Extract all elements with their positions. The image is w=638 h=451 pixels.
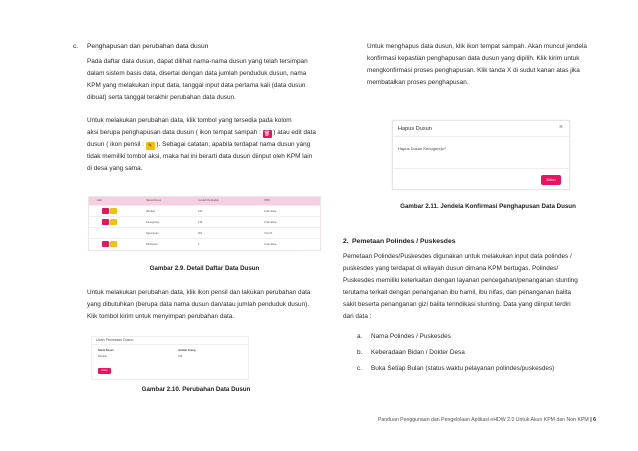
pencil-icon: ✎: [146, 142, 155, 150]
para-text: aksi berupa penghapusan data dusun ( ikon tempat sampah :: [87, 129, 261, 136]
table-row: [89, 238, 320, 249]
cell-count: 1: [198, 243, 200, 246]
edit-button[interactable]: [110, 208, 117, 214]
list-text: Nama Polindes / Puskesdes: [371, 333, 451, 340]
delete-button[interactable]: [102, 241, 109, 247]
right-para1: [367, 41, 609, 89]
modal-question: Hapus Dusun Kenogorejo?: [398, 146, 447, 151]
section2-title: Pemetaan Polindes / Puskesdes: [352, 238, 456, 245]
cell-kpm: Yuan Elisa: [264, 210, 277, 213]
trash-icon: 🗑: [263, 131, 271, 137]
cell-count: 230: [198, 210, 203, 213]
para-line: tidak memiliki tombol aksi, maka hal ini berarti data dusun diinput oleh KPM lain: [87, 153, 313, 160]
section2-number: 2.: [343, 238, 349, 245]
para-line: dari data :: [343, 313, 372, 320]
page-footer: [378, 417, 596, 423]
form-col2: Jumlah Orang: [178, 349, 196, 352]
list-item: [357, 349, 465, 356]
cell-kpm: Yeni M.: [264, 232, 273, 235]
para-line: Untuk melakukan perubahan data, klik ikon pensil dan lakukan perubahan data: [87, 289, 311, 296]
table-row: [89, 205, 320, 216]
cell-kpm: Yuan Elisa: [264, 243, 277, 246]
para-line: mengkonfirmasi proses penghapusan. Klik tanda X di sudut kanan atas jika: [367, 67, 580, 74]
edit-button[interactable]: [110, 219, 117, 225]
list-letter: a.: [357, 333, 363, 340]
close-icon[interactable]: ×: [558, 124, 563, 131]
para-line: dalam sistem basis data, disertai dengan data jumlah penduduk dusun, nama: [87, 70, 307, 77]
para-text: dusun ( ikon pensil :: [87, 141, 144, 148]
list-item: [357, 365, 555, 372]
para-line: puskesdes yang terdapat di wilayah dusun dimana KPM bertugas. Polindes/: [343, 265, 559, 272]
cell-kpm: Yuan Elisa: [264, 221, 277, 224]
cell-count: 301: [198, 232, 203, 235]
para3: [87, 287, 327, 323]
item-c-para1: [87, 56, 327, 104]
header-aksi: Aksi: [97, 199, 102, 202]
para-text: ). Sebagai catatan, apabila terdapat nama dusun yang: [156, 141, 311, 148]
hapus-dusun-modal: [392, 120, 570, 190]
header-kpm: KPM: [264, 199, 270, 202]
list-item: [357, 333, 451, 340]
table-row: [89, 216, 320, 227]
para-line: yang dibutuhkan (berupa data nama dusun dan/atau jumlah penduduk dusun).: [87, 301, 310, 308]
cell-name: Kenogorejo: [146, 221, 160, 224]
kirim-button[interactable]: Kirim: [541, 175, 561, 185]
para-line: Pemetaan Polindes/Puskesdes digunakan untuk melakukan input data polindes /: [343, 253, 572, 260]
list-letter: c.: [357, 365, 362, 372]
page-number: 6: [593, 417, 596, 423]
form-col1: Nama Dusun: [98, 349, 114, 352]
para-line: membatalkan proses penghapusan.: [367, 79, 469, 86]
table-header: [89, 197, 320, 205]
caption-2-9: Gambar 2.9. Detail Daftar Data Dusun: [149, 265, 260, 272]
para-line: dibuat) serta tanggal terakhir perubahan data dusun.: [87, 94, 236, 101]
para-line: terutama terkait dengan penanganan ibu hamil, ibu nifas, dan penanganan balita: [343, 289, 572, 296]
para-line: sakit beserta penanganan gizi balita terindikasi stunting. Data yang diinput terdiri: [343, 301, 571, 308]
delete-button[interactable]: [102, 208, 109, 214]
para-line: [87, 127, 327, 139]
delete-button[interactable]: [102, 219, 109, 225]
table-row: [89, 227, 320, 238]
item-c-title: Penghapusan dan perubahan data dusun: [87, 43, 209, 50]
list-text: Buka Setiap Bulan (status waktu pelayanan polindes/puskesdes): [371, 365, 555, 372]
para-line: Untuk menghapus data dusun, klik ikon tempat sampah. Akan muncul jendela: [367, 43, 587, 50]
para-line: KPM yang melakukan input data, tanggal input data pertama kali (data dusun: [87, 82, 306, 89]
header-jumlah: Jumlah Penduduk: [198, 199, 219, 202]
list-letter: b.: [357, 349, 363, 356]
para-line: Untuk melakukan perubahan data, klik tombol yang tersedia pada kolom: [87, 117, 292, 124]
modal-title: Hapus Dusun: [398, 126, 432, 132]
cell-name: Rendan: [146, 210, 156, 213]
dusun-table-screenshot: [88, 196, 321, 251]
cell-count: 135: [198, 221, 203, 224]
cell-name: Dlohomen: [146, 243, 158, 246]
item-c-para2: [87, 115, 327, 175]
jumlah-input[interactable]: 230: [178, 355, 183, 358]
footer-text: Panduan Penggunaan dan Pengelolaan Aplikasi eHDW 2.0 Untuk Akun KPM dan Non KPM: [377, 417, 589, 423]
cell-name: Ngumanan: [146, 232, 159, 235]
para-text: ) atau edit data: [273, 129, 316, 136]
para-line: Puskesdes memiliki keterkaitan dengan layanan pencegahan/penanganan stunting: [343, 277, 578, 284]
para-line: Pada daftar data dusun, dapat dilihat nama-nama dusun yang telah tersimpan: [87, 58, 308, 65]
para-line: konfirmasi kepastian penghapusan data dusun yang dipilih. Klik kirim untuk: [367, 55, 580, 62]
list-text: Keberadaan Bidan / Dokter Desa: [371, 349, 465, 356]
edit-form-screenshot: [91, 336, 249, 380]
form-title: Ubah Pemetaan Dusun: [96, 338, 134, 342]
kirim-button[interactable]: Kirim: [98, 368, 111, 374]
nama-dusun-input[interactable]: Rendan: [98, 355, 108, 358]
caption-2-10: Gambar 2.10. Perubahan Data Dusun: [141, 386, 251, 393]
caption-2-11: Gambar 2.11. Jendela Konfirmasi Penghapusan Data Dusun: [400, 203, 576, 210]
para-line: [87, 139, 327, 151]
para-line: Klik tombol kirim untuk menyimpan perubahan data.: [87, 313, 235, 320]
section2-para: [343, 251, 599, 323]
header-nama: Nama Dusun: [146, 199, 162, 202]
footer-sep: |: [590, 417, 592, 423]
edit-button[interactable]: [110, 241, 117, 247]
item-c-letter: c.: [73, 43, 79, 50]
para-line: di desa yang sama.: [87, 165, 143, 172]
